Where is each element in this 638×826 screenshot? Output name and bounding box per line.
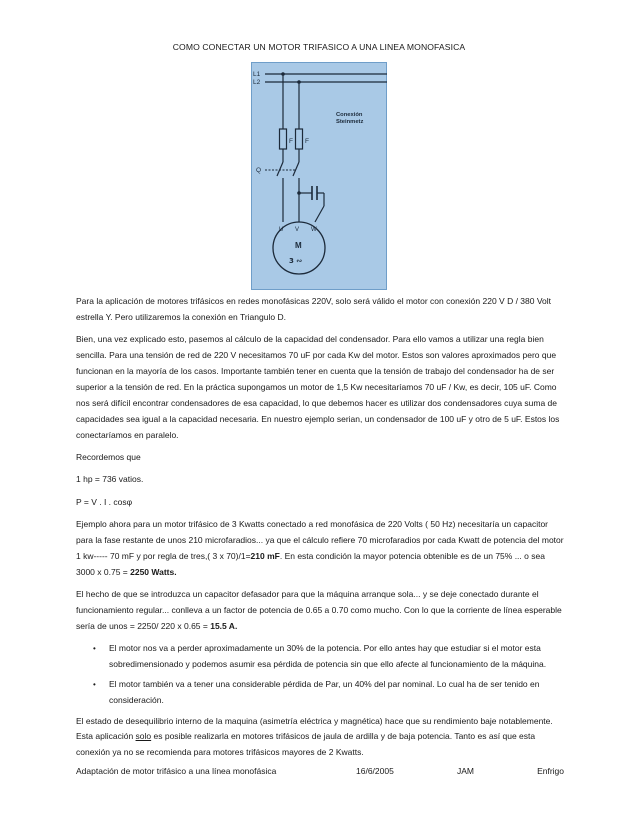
label-connection: Conexión xyxy=(336,112,363,118)
list-item: • El motor también va a tener una considerable pérdida de Par, un 40% del par nominal. Lo cual ha de ser tenido en consideración. xyxy=(93,679,540,706)
paragraph: El estado de desequilibrio interno de la maquina (asimetría eléctrica y magnética) hace que su rendimiento baje notablemente. Esta aplicación solo es posible realizarla en motores trifásicos de jaula de ardilla y de baja potencia. Tanto es así que esta conexión ya no se recomienda para motores trifásicos mayores de 2 Kwatts. xyxy=(76,715,553,758)
label-terminal-w: W xyxy=(311,227,317,233)
formula: P = V . I . cosφ xyxy=(76,496,133,507)
bullet-icon: • xyxy=(93,643,96,653)
footer-org: Enfrigo xyxy=(537,766,564,776)
page-title: COMO CONECTAR UN MOTOR TRIFASICO A UNA LINEA MONOFASICA xyxy=(172,42,466,52)
label-l1: L1 xyxy=(253,71,261,78)
paragraph: El hecho de que se introduzca un capacitor defasador para que la máquina arranque sola... y se deje conectado durante el funcionamiento regular... conlleva a un factor de potencia de 0.65 a 0.70 como mucho. Con lo que la corriente de línea esperable sería de unos = 2250/ 220 x 0.65 = 15.5 A. xyxy=(76,588,562,631)
label-fuse-1: F xyxy=(289,138,293,145)
label-motor-phase: 3 ∾ xyxy=(289,257,303,265)
label-switch: Q xyxy=(256,167,262,174)
footer-author: JAM xyxy=(457,766,474,776)
body-text xyxy=(76,294,564,768)
bullet-icon: • xyxy=(93,680,96,690)
diagram-background xyxy=(252,63,387,290)
label-terminal-u: U xyxy=(279,227,284,233)
label-motor: M xyxy=(295,241,302,250)
label-connection-name: Steinmetz xyxy=(336,119,364,125)
paragraph: 1 hp = 736 vatios. xyxy=(76,474,144,485)
label-l2: L2 xyxy=(253,79,261,86)
bullet-list xyxy=(76,641,564,709)
list-item: • El motor nos va a perder aproximadamente un 30% de la potencia. Por ello antes hay que estudiar si el motor esta sobredimensionado y podemos asumir esa pérdida de potencia sin que ello afecte al funcionamiento de la máquina. xyxy=(93,642,547,669)
paragraph: Ejemplo ahora para un motor trifásico de 3 Kwatts conectado a red monofásica de 220 Volts ( 50 Hz) necesitaría un capacitor para la fase restante de unos 210 microfaradios... ya que el cálculo refiere 70 microfaradios por cada Kwatt de potencia del motor 1 kw----- 70 mF y por regla de tres,( 3 x 70)/1=210 mF. En esta condición la mayor potencia obtenible es de un 75% ... o sea 3000 x 0.75 = 2250 Watts. xyxy=(76,518,564,577)
steinmetz-diagram xyxy=(251,62,387,290)
footer-date: 16/6/2005 xyxy=(356,766,394,776)
paragraph: Bien, una vez explicado esto, pasemos al cálculo de la capacidad del condensador. Para ello vamos a utilizar una regla bien sencilla. Para una tensión de red de 220 V necesitamos 70 uF por cada Kw del motor. Estos son valores aproximados pero que funcionan en la mayoría de los casos. Importante también tener en cuenta que la tensión de trabajo del condensador ha de ser superior a la tensión de red. En la práctica supongamos un motor de 1,5 Kw necesitaríamos 70 uF / Kw, es decir, 105 uF. Como nos será difícil encontrar condensadores de esa capacidad, lo que debemos hacer es utilizar dos condensadores cuya suma de capacidades sea igual a la capacidad necesaria. En nuestro ejemplo serian, un condensador de 100 uF y otro de 5 uF. Estos los conectaríamos en paralelo. xyxy=(76,334,560,440)
paragraph: Para la aplicación de motores trifásicos en redes monofásicas 220V, solo será válido el motor con conexión 220 V D / 380 Volt estrella Y. Pero utilizaremos la conexión en Triangulo D. xyxy=(76,296,552,322)
label-terminal-v: V xyxy=(295,227,300,233)
footer-title: Adaptación de motor trifásico a una línea monofásica xyxy=(76,766,277,776)
paragraph: Recordemos que xyxy=(76,451,141,462)
label-fuse-2: F xyxy=(305,138,309,145)
